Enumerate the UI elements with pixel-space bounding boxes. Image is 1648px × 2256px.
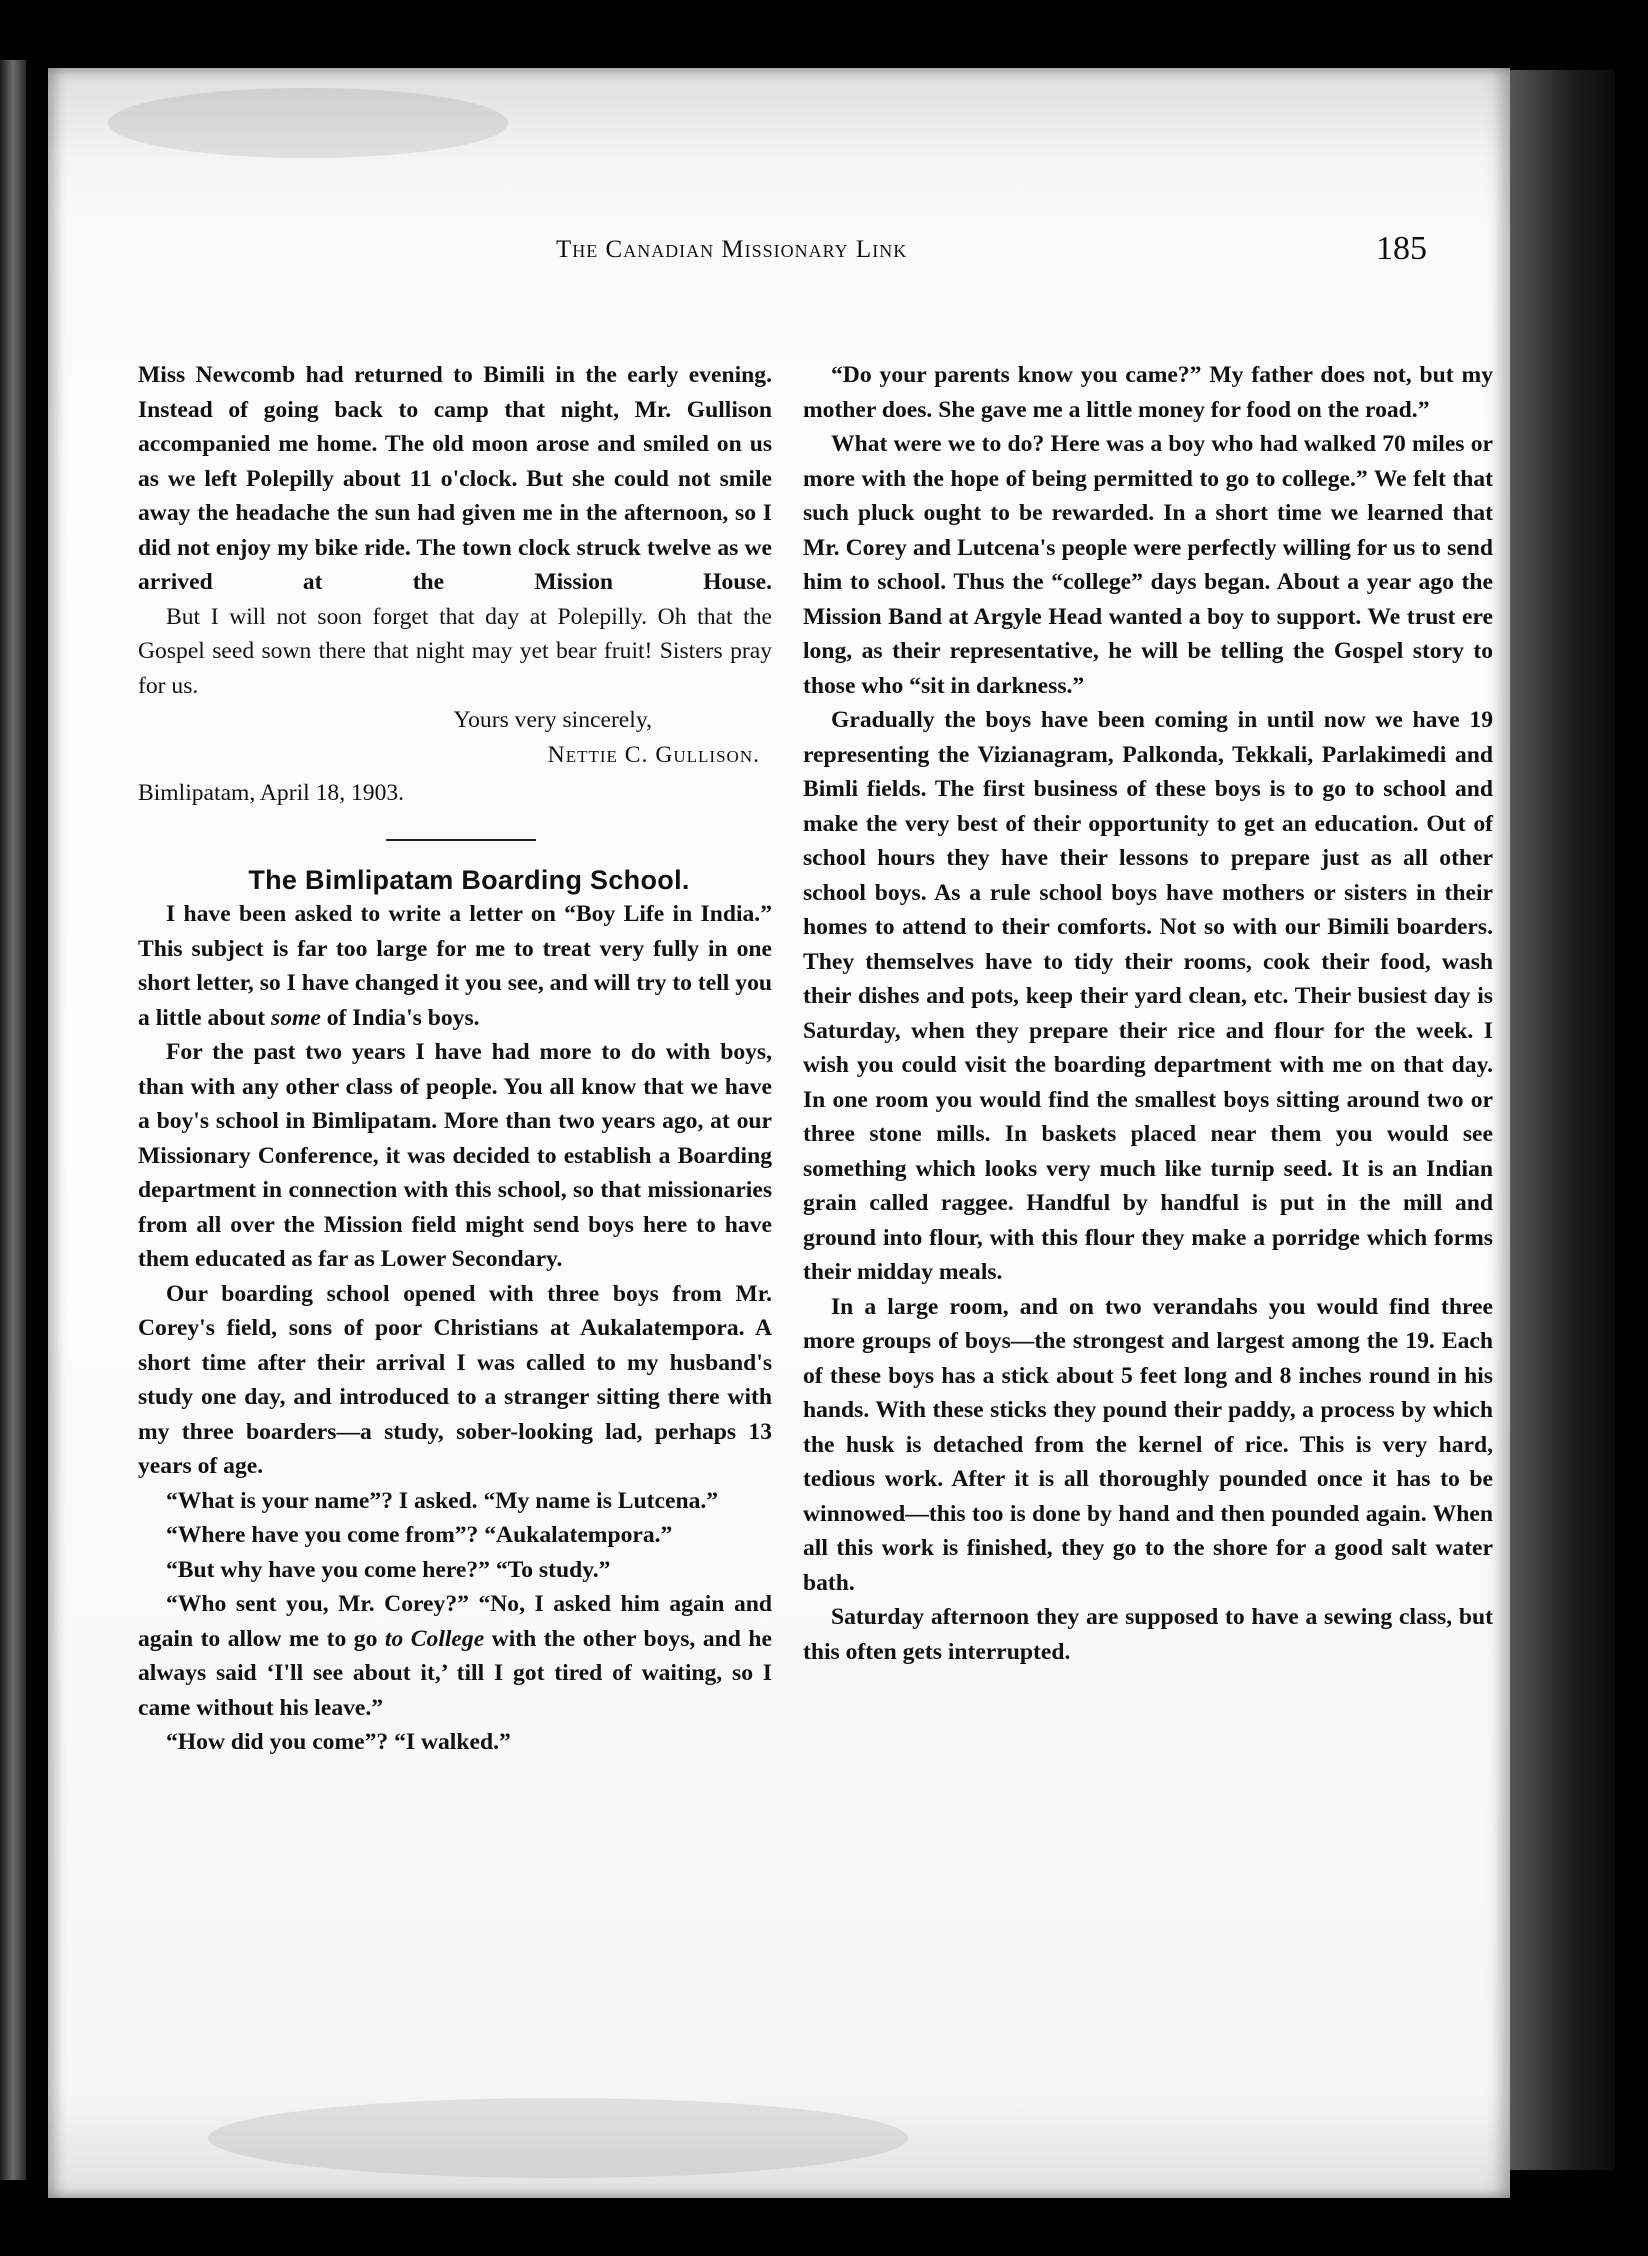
right-column — [803, 358, 1493, 1669]
paragraph: Gradually the boys have been coming in until now we have 19 representing the Vizianagram, Palkonda, Tekkali, Parlakimedi and Bimli fields. The first business of these boys is to go to school and make the very best of their opportunity to get an education. Out of school hours they have their lessons to prepare just as all other school boys. As a rule school boys have mothers or sisters in their homes to attend to their comforts. Not so with our Bimili boarders. They themselves have to tidy their rooms, cook their food, wash their dishes and pots, keep their yard clean, etc. Their busiest day is Saturday, when they prepare their rice and flour for the week. I wish you could visit the boarding department with me on that day. In one room you would find the smallest boys sitting around two or three stone mills. In baskets placed near them you would see something which looks very much like turnip seed. It is an Indian grain called raggee. Handful by handful is put in the mill and ground into flour, with this flour they make a porridge which forms their midday meals. — [803, 707, 1493, 1285]
book-spine-edge — [1505, 70, 1615, 2170]
dialogue-line: “Where have you come from”? “Aukalatempora.” — [166, 1522, 673, 1548]
dialogue-line: “But why have you come here?” “To study.” — [166, 1556, 611, 1583]
paragraph: In a large room, and on two verandahs you would find three more groups of boys—the strongest and largest among the 19. Each of these boys has a stick about 5 feet long and 8 inches round in his hands. With these sticks they pound their paddy, a process by which the husk is detached from the kernel of rice. This is very hard, tedious work. After it is all thoroughly pounded once it has to be winnowed—this too is done by hand and then pounded again. When all this work is finished, they go to the shore for a good salt water bath. — [803, 1293, 1493, 1596]
page-header — [48, 228, 1510, 288]
emphasis: some — [271, 1004, 321, 1031]
dialogue-line — [138, 1587, 772, 1725]
paper-stain — [108, 88, 508, 158]
letter-closing: Yours very sincerely, — [453, 707, 652, 733]
paragraph: But I will not soon forget that day at Polepilly. Oh that the Gospel seed sown there that night may yet bear fruit! Sisters pray for us. — [138, 603, 772, 699]
letter-place-date: Bimlipatam, April 18, 1903. — [138, 780, 405, 806]
left-column — [138, 358, 772, 1760]
paragraph: “Do your parents know you came?” My father does not, but my mother does. She gave me a little money for food on the road.” — [803, 362, 1493, 423]
paragraph — [138, 897, 772, 1035]
text-run: of India's boys. — [320, 1004, 480, 1031]
paragraph: For the past two years I have had more to do with boys, than with any other class of people. You all know that we have a boy's school in Bimlipatam. More than two years ago, at our Missionary Conference, it was decided to establish a Boarding department in connection with this school, so that missionaries from all over the Mission field might send boys here to have them educated as far as Lower Secondary. — [138, 1039, 772, 1272]
text-run: “Who sent you, Mr. Corey?” “No, I asked him again and again to allow me to go — [138, 1591, 772, 1652]
paragraph: Our boarding school opened with three boys from Mr. Corey's field, sons of poor Christians at Aukalatempora. A short time after their arrival I was called to my husband's study one day, and introduced to a stranger sitting there with my three boarders—a study, sober-looking lad, perhaps 13 years of age. — [138, 1280, 772, 1479]
paragraph: Miss Newcomb had returned to Bimili in the early evening. Instead of going back to camp that night, Mr. Gullison accompanied me home. The old moon arose and smiled on us as we left Polepilly about 11 o'clock. But she could not smile away the headache the sun had given me in the afternoon, so I did not enjoy my bike ride. The town clock struck twelve as we arrived at the Mission House. — [138, 362, 772, 595]
emphasis: to College — [384, 1625, 485, 1652]
dialogue-line: “How did you come”? “I walked.” — [166, 1729, 511, 1755]
dialogue-line: “What is your name”? I asked. “My name is Lutcena.” — [166, 1487, 719, 1514]
letter-signature: Nettie C. Gullison. — [547, 741, 760, 768]
section-divider — [386, 839, 536, 841]
text-run: with the other boys, and he always said ‘I'll see about it,’ till I got tired of waiting, so I came without his leave.” — [138, 1625, 772, 1721]
page-number: 185 — [1376, 230, 1427, 267]
book-page — [48, 68, 1510, 2198]
text-run: I have been asked to write a letter on “Boy Life in India.” This subject is far too large for me to treat very fully in one short letter, so I have changed it you see, and will try to tell you a little about — [138, 901, 772, 1031]
paragraph: Saturday afternoon they are supposed to have a sewing class, but this often gets interrupted. — [803, 1604, 1493, 1665]
running-title: The Canadian Missionary Link — [556, 236, 908, 263]
previous-page-edge — [0, 60, 26, 2180]
article-title: The Bimlipatam Boarding School. — [248, 864, 690, 895]
paper-stain — [208, 2098, 908, 2178]
paragraph: What were we to do? Here was a boy who had walked 70 miles or more with the hope of being permitted to go to college.” We felt that such pluck ought to be rewarded. In a short time we learned that Mr. Corey and Lutcena's people were perfectly willing for us to send him to school. Thus the “college” days began. About a year ago the Mission Band at Argyle Head wanted a boy to support. We trust ere long, as their representative, he will be telling the Gospel story to those who “sit in darkness.” — [803, 431, 1493, 699]
